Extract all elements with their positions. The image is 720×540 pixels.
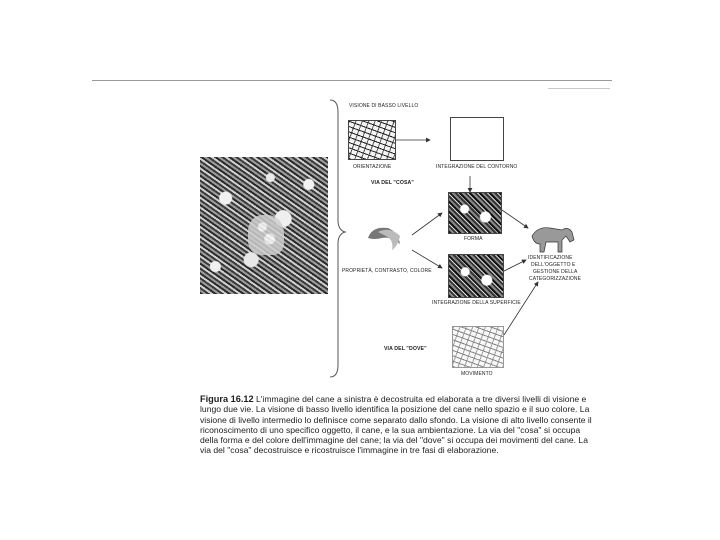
- what-pathway-label: VIA DEL "COSA": [371, 180, 414, 186]
- arrow-surface-to-identification: [502, 260, 526, 272]
- surface-panel: [448, 254, 504, 298]
- contour-panel: [450, 117, 504, 161]
- arrow-properties-to-shape: [412, 213, 442, 235]
- figure-number: Figura 16.12: [200, 394, 254, 404]
- shape-panel: [448, 192, 502, 234]
- contour-integration-label: INTEGRAZIONE DEL CONTORNO: [436, 164, 518, 170]
- properties-label: PROPRIETÀ, CONTRASTO, COLORE: [342, 268, 432, 274]
- dog-outline-drawing: [532, 228, 574, 252]
- identification-label-line-1: IDENTIFICAZIONE: [528, 255, 573, 261]
- shape-label: FORMA: [464, 236, 483, 242]
- orientation-panel: [348, 120, 396, 160]
- low-level-vision-label: VISIONE DI BASSO LIVELLO: [349, 103, 419, 109]
- caption-text: L'immagine del cane a sinistra è decostruita ed elaborata a tre diversi livelli di visione e lungo due vie. La visione di basso livello identifica la posizione del cane nello spazio e il suo colore. La visione di livello intermedio lo definisce come separato dallo sfondo. La visione di alto livello consente il riconoscimento di uno specifico oggetto, il cane, e la sua ambientazione. La via del "cosa" si occupa della forma e del colore dell'immagine del cane; la via del "dove" si occupa dei movimenti del cane. La via del "cosa" decostruisce e ricostruisce l'immagine in tre fasi di elaborazione.: [200, 394, 592, 456]
- movement-panel: [452, 326, 504, 368]
- identification-label-line-4: CATEGORIZZAZIONE: [529, 276, 582, 282]
- color-shape-light: [378, 230, 400, 250]
- curly-brace: [330, 100, 345, 377]
- surface-integration-label: INTEGRAZIONE DELLA SUPERFICIE: [432, 300, 521, 306]
- orientation-label: ORIENTAZIONE: [353, 164, 392, 170]
- figure-caption: [200, 394, 598, 456]
- movement-label: MOVIMENTO: [461, 371, 493, 377]
- where-pathway-label: VIA DEL "DOVE": [384, 346, 427, 352]
- identification-label-line-2: DELL'OGGETTO E: [531, 262, 576, 268]
- arrow-shape-to-identification: [502, 210, 528, 228]
- identification-label-line-3: GESTIONE DELLA: [533, 269, 578, 275]
- arrow-movement-to-identification: [504, 282, 538, 335]
- arrow-properties-to-surface: [412, 250, 442, 268]
